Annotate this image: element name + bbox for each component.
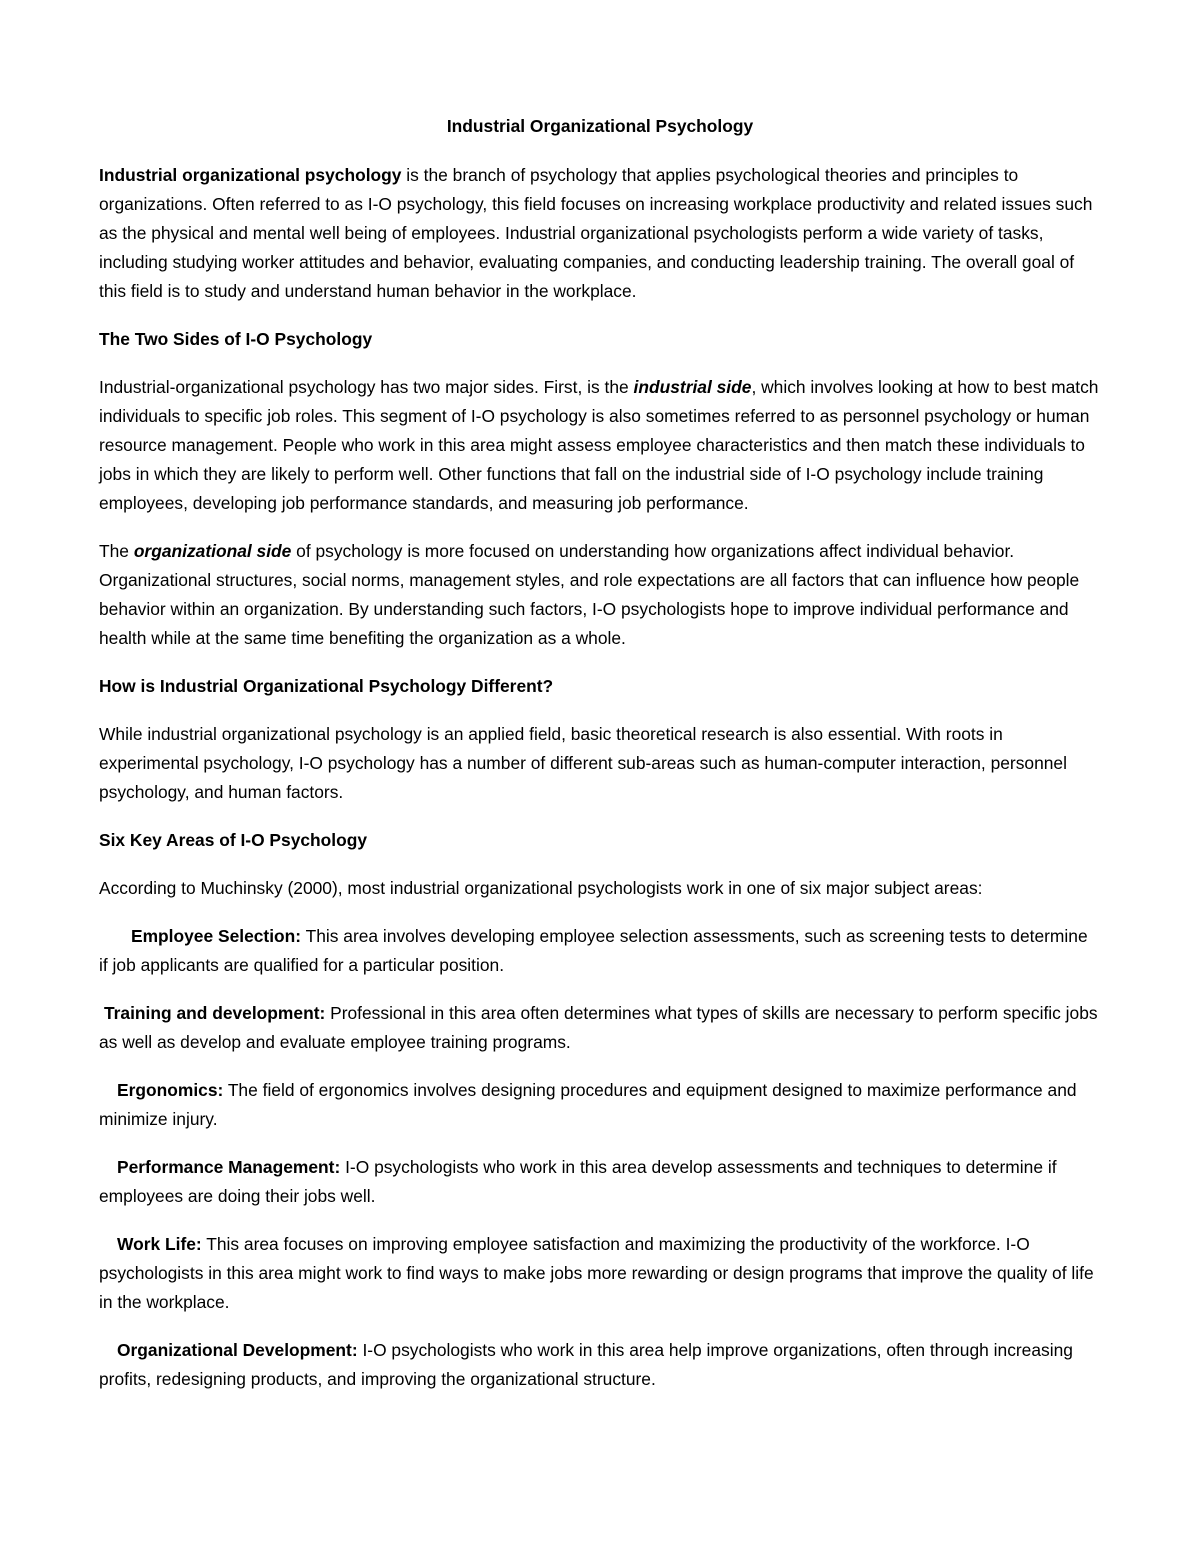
area-label: Organizational Development:: [117, 1340, 358, 1360]
organizational-side-text-after: of psychology is more focused on understanding how organizations affect individual behavior. Organizational structures, social norms, management styles, and role expectations are all factors that can influence how people behavior within an organization. By understanding such factors, I-O psychologists hope to improve individual performance and health while at the same time benefiting the organization as a whole.: [99, 541, 1080, 648]
document-title: Industrial Organizational Psychology: [446, 116, 754, 136]
intro-lead-term: Industrial organizational psychology: [99, 165, 402, 185]
area-label: Work Life:: [117, 1234, 202, 1254]
industrial-side-term: industrial side: [633, 377, 752, 397]
organizational-side-paragraph: [99, 537, 1101, 653]
intro-text: is the branch of psychology that applies psychological theories and principles to organizations. Often referred to as I-O psychology, this field focuses on increasing workplace productivity and related issues such as the physical and mental well being of employees. Industrial organizational psychologists perform a wide variety of tasks, including studying worker attitudes and behavior, evaluating companies, and conducting leadership training. The overall goal of this field is to study and understand human behavior in the workplace.: [99, 165, 1093, 301]
area-performance-management: [99, 1153, 1101, 1211]
area-text: This area involves developing employee selection assessments, such as screening tests to determine if job applicants are qualified for a particular position.: [99, 926, 1088, 975]
section-heading-different: How is Industrial Organizational Psychology Different?: [99, 676, 554, 696]
area-training-development: [99, 999, 1101, 1057]
area-label: Performance Management:: [117, 1157, 341, 1177]
area-text: Professional in this area often determines what types of skills are necessary to perform specific jobs as well as develop and evaluate employee training programs.: [99, 1003, 1098, 1052]
section-heading-six-areas: Six Key Areas of I-O Psychology: [99, 830, 368, 850]
six-areas-intro: According to Muchinsky (2000), most industrial organizational psychologists work in one of six major subject areas:: [99, 878, 983, 898]
industrial-side-text-before: Industrial-organizational psychology has two major sides. First, is the: [99, 377, 634, 397]
organizational-side-text-before: The: [99, 541, 134, 561]
area-employee-selection: [99, 922, 1101, 980]
organizational-side-term: organizational side: [133, 541, 292, 561]
section-heading-two-sides: The Two Sides of I-O Psychology: [99, 329, 373, 349]
area-organizational-development: [99, 1336, 1101, 1394]
area-label: Employee Selection:: [131, 926, 302, 946]
area-text: The field of ergonomics involves designing procedures and equipment designed to maximize performance and minimize injury.: [99, 1080, 1077, 1129]
industrial-side-text-after: , which involves looking at how to best match individuals to specific job roles. This segment of I-O psychology is also sometimes referred to as personnel psychology or human resource management. People who work in this area might assess employee characteristics and then match these individuals to jobs in which they are likely to perform well. Other functions that fall on the industrial side of I-O psychology include training employees, developing job performance standards, and measuring job performance.: [99, 377, 1099, 513]
area-work-life: [99, 1230, 1101, 1317]
area-label: Training and development:: [104, 1003, 326, 1023]
area-label: Ergonomics:: [117, 1080, 224, 1100]
intro-paragraph: [99, 161, 1101, 306]
area-text: I-O psychologists who work in this area develop assessments and techniques to determine if employees are doing their jobs well.: [99, 1157, 1057, 1206]
area-ergonomics: [99, 1076, 1101, 1134]
different-paragraph: While industrial organizational psychology is an applied field, basic theoretical research is also essential. With roots in experimental psychology, I-O psychology has a number of different sub-areas such as human-computer interaction, personnel psychology, and human factors.: [99, 724, 1067, 802]
area-text: This area focuses on improving employee satisfaction and maximizing the productivity of the workforce. I-O psychologists in this area might work to find ways to make jobs more rewarding or design programs that improve the quality of life in the workplace.: [99, 1234, 1094, 1312]
industrial-side-paragraph: [99, 373, 1101, 518]
document-body: [99, 112, 1101, 1413]
area-text: I-O psychologists who work in this area help improve organizations, often through increasing profits, redesigning products, and improving the organizational structure.: [99, 1340, 1073, 1389]
